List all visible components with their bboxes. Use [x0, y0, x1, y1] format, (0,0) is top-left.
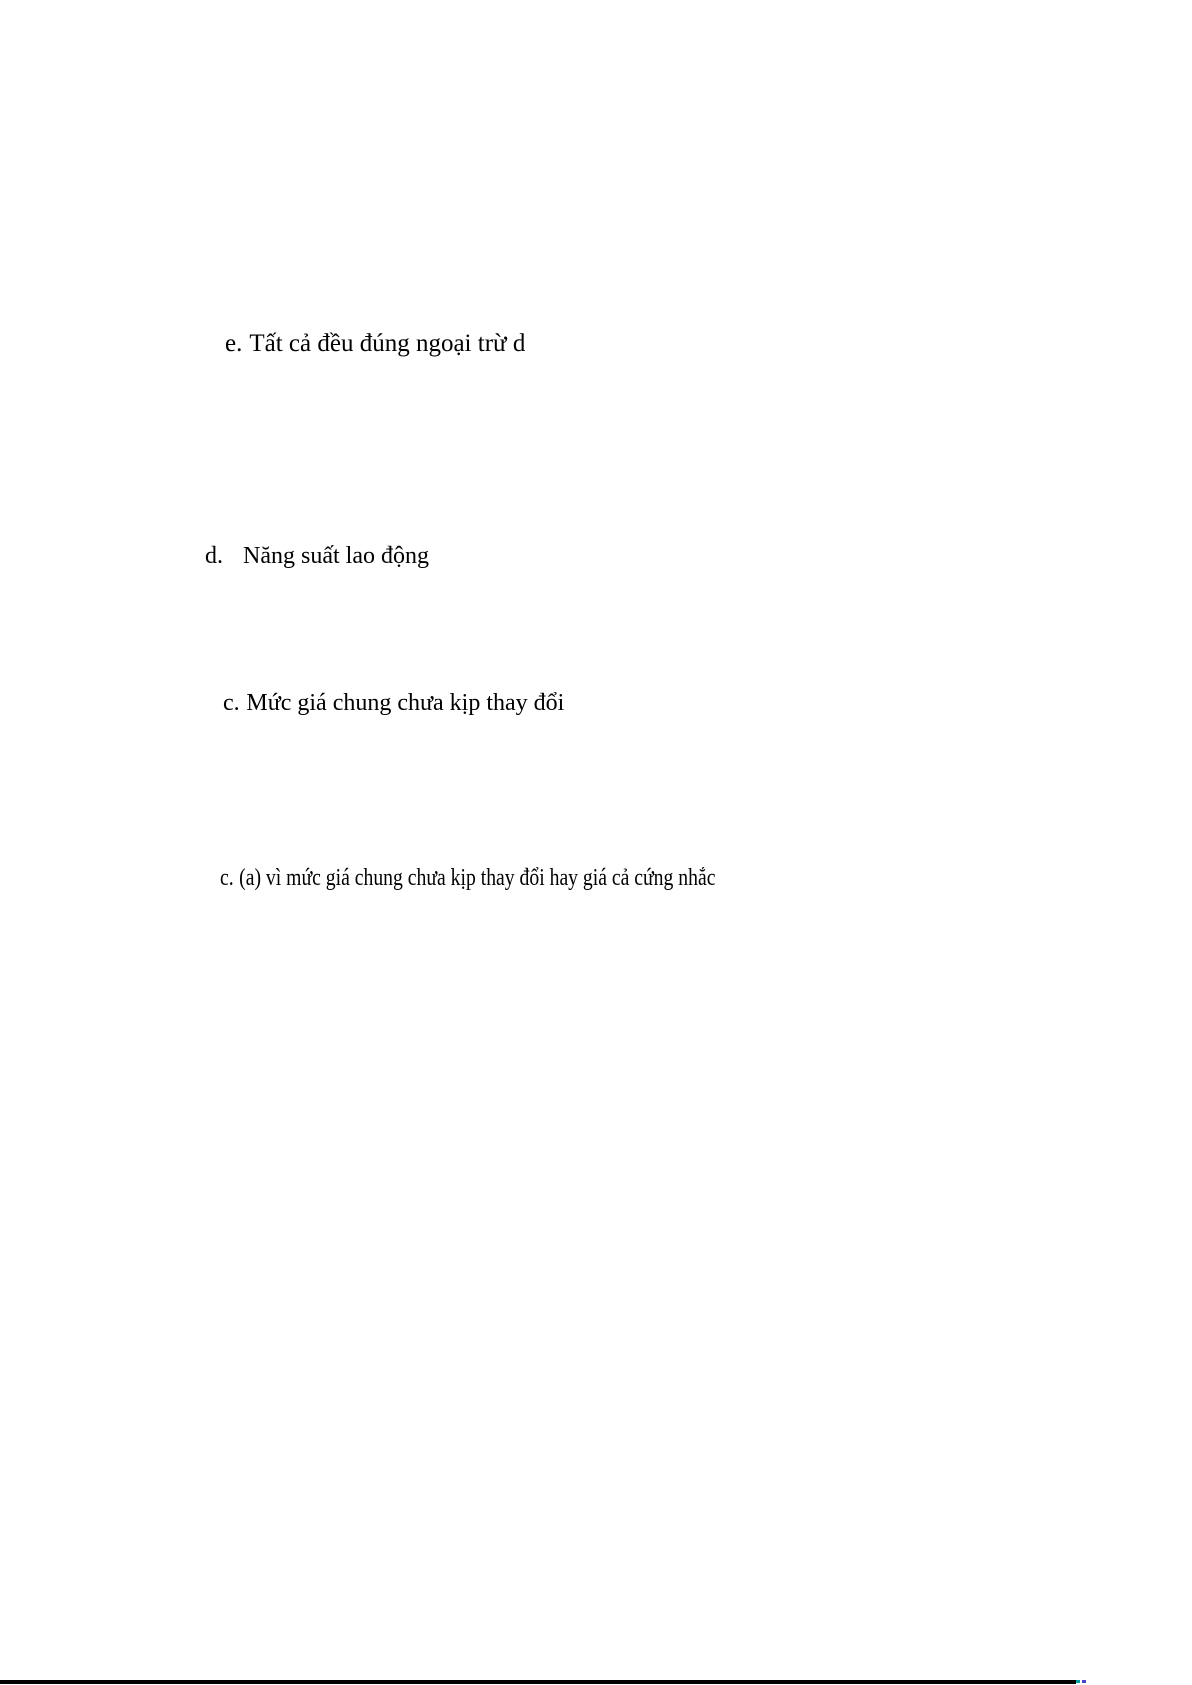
answer-option-d [205, 542, 429, 571]
option-text: (a) vì mức giá chung chưa kịp thay đổi hay giá cả cứng nhắc [239, 865, 716, 891]
option-marker: d. [205, 543, 223, 569]
option-text: Mức giá chung chưa kịp thay đổi [246, 690, 565, 716]
answer-option-c2 [220, 864, 715, 893]
option-text: Năng suất lao động [243, 543, 429, 569]
page-bottom-rule [0, 1680, 1076, 1684]
option-marker: c. [220, 865, 234, 891]
pixel-artifact-indigo-icon [1082, 1680, 1086, 1683]
pixel-artifact-teal-icon [1076, 1680, 1080, 1683]
option-marker: c. [223, 690, 240, 716]
option-marker: e. [225, 330, 243, 357]
answer-option-c1 [223, 689, 564, 718]
option-text: Tất cả đều đúng ngoại trừ d [249, 330, 526, 357]
answer-option-e [225, 329, 525, 359]
